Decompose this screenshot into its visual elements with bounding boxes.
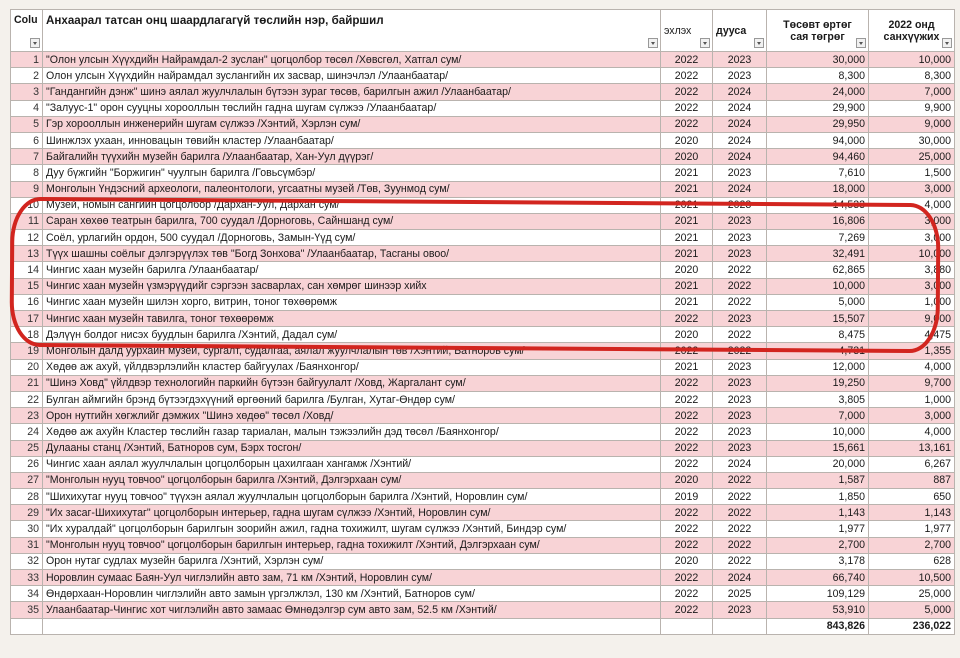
end-year-cell[interactable]: 2024	[713, 132, 767, 148]
fund-2022-cell[interactable]: 13,161	[869, 440, 955, 456]
end-year-cell[interactable]: 2022	[713, 343, 767, 359]
start-year-cell[interactable]: 2022	[661, 52, 713, 68]
row-index-cell[interactable]: 2	[11, 68, 43, 84]
row-index-cell[interactable]: 16	[11, 294, 43, 310]
filter-dropdown-icon[interactable]	[754, 38, 764, 48]
start-year-cell[interactable]: 2022	[661, 116, 713, 132]
filter-dropdown-icon[interactable]	[648, 38, 658, 48]
end-year-cell[interactable]: 2023	[713, 440, 767, 456]
fund-2022-cell[interactable]: 10,000	[869, 52, 955, 68]
start-year-cell[interactable]: 2020	[661, 132, 713, 148]
project-name-cell[interactable]: Орон нутаг судлах музейн барилга /Хэнтий, Хэрлэн сум/	[43, 553, 661, 569]
end-year-cell[interactable]: 2022	[713, 472, 767, 488]
table-row[interactable]	[11, 553, 955, 569]
project-name-cell[interactable]: Дуу бүжгийн "Боржигин" чуулгын барилга /Говьсүмбэр/	[43, 165, 661, 181]
start-year-cell[interactable]: 2022	[661, 375, 713, 391]
row-index-cell[interactable]: 6	[11, 132, 43, 148]
start-year-cell[interactable]: 2020	[661, 472, 713, 488]
row-index-cell[interactable]: 17	[11, 311, 43, 327]
row-index-cell[interactable]: 24	[11, 424, 43, 440]
end-year-cell[interactable]: 2023	[713, 602, 767, 618]
table-row[interactable]	[11, 327, 955, 343]
empty-cell[interactable]	[661, 618, 713, 634]
project-name-cell[interactable]: Дулааны станц /Хэнтий, Батноров сум, Бэрх тосгон/	[43, 440, 661, 456]
fund-2022-cell[interactable]: 3,000	[869, 408, 955, 424]
project-name-cell[interactable]: Монголын Үндэсний археологи, палеонтологи, угсаатны музей /Төв, Зуунмод сум/	[43, 181, 661, 197]
table-row[interactable]	[11, 278, 955, 294]
end-year-cell[interactable]: 2023	[713, 52, 767, 68]
table-row[interactable]	[11, 84, 955, 100]
row-index-cell[interactable]: 8	[11, 165, 43, 181]
project-name-cell[interactable]: Булган аймгийн брэнд бүтээгдэхүүний өргөөний барилга /Булган, Хутаг-Өндөр сум/	[43, 391, 661, 407]
total-fund-cell[interactable]: 236,022	[869, 618, 955, 634]
start-year-cell[interactable]: 2022	[661, 424, 713, 440]
row-index-cell[interactable]: 13	[11, 246, 43, 262]
project-name-cell[interactable]: Музей, номын сангийн цогцолбор /Дархан-Уул, Дархан сум/	[43, 197, 661, 213]
cost-cell[interactable]: 3,178	[767, 553, 869, 569]
end-year-cell[interactable]: 2023	[713, 165, 767, 181]
row-index-cell[interactable]: 29	[11, 505, 43, 521]
end-year-cell[interactable]: 2023	[713, 311, 767, 327]
table-row[interactable]	[11, 586, 955, 602]
project-name-cell[interactable]: "Шинэ Ховд" үйлдвэр технологийн паркийн бүтээн байгуулалт /Ховд, Жаргалант сум/	[43, 375, 661, 391]
fund-2022-cell[interactable]: 9,900	[869, 100, 955, 116]
table-row[interactable]	[11, 343, 955, 359]
start-year-cell[interactable]: 2022	[661, 68, 713, 84]
fund-2022-cell[interactable]: 1,355	[869, 343, 955, 359]
cost-cell[interactable]: 66,740	[767, 570, 869, 586]
start-year-cell[interactable]: 2022	[661, 391, 713, 407]
fund-2022-cell[interactable]: 4,000	[869, 197, 955, 213]
row-index-cell[interactable]: 20	[11, 359, 43, 375]
start-year-cell[interactable]: 2022	[661, 456, 713, 472]
table-row[interactable]	[11, 197, 955, 213]
start-year-cell[interactable]: 2020	[661, 262, 713, 278]
cost-cell[interactable]: 19,250	[767, 375, 869, 391]
project-name-cell[interactable]: "Их засаг-Шихихутаг" цогцолборын интерьер, гадна шугам сүлжээ /Хэнтий, Норовлин сум/	[43, 505, 661, 521]
start-year-cell[interactable]: 2022	[661, 100, 713, 116]
start-year-cell[interactable]: 2021	[661, 165, 713, 181]
header-row	[11, 10, 955, 52]
end-year-cell[interactable]: 2024	[713, 570, 767, 586]
end-year-cell[interactable]: 2022	[713, 553, 767, 569]
project-name-cell[interactable]: "Монголын нууц товчоо" цогцолборын барилгын интерьер, гадна тохижилт /Хэнтий, Дэлгэрхаан сум/	[43, 537, 661, 553]
start-year-cell[interactable]: 2022	[661, 408, 713, 424]
fund-2022-cell[interactable]: 4,000	[869, 359, 955, 375]
fund-2022-cell[interactable]: 1,000	[869, 391, 955, 407]
cost-cell[interactable]: 1,850	[767, 489, 869, 505]
end-year-cell[interactable]: 2025	[713, 586, 767, 602]
cost-cell[interactable]: 1,977	[767, 521, 869, 537]
fund-2022-cell[interactable]: 25,000	[869, 586, 955, 602]
end-year-cell[interactable]: 2023	[713, 197, 767, 213]
row-index-cell[interactable]: 31	[11, 537, 43, 553]
cost-cell[interactable]: 7,000	[767, 408, 869, 424]
table-row[interactable]	[11, 165, 955, 181]
row-index-cell[interactable]: 27	[11, 472, 43, 488]
table-row[interactable]	[11, 570, 955, 586]
fund-2022-cell[interactable]: 3,000	[869, 213, 955, 229]
fund-2022-cell[interactable]: 10,500	[869, 570, 955, 586]
row-index-cell[interactable]: 12	[11, 230, 43, 246]
cost-cell[interactable]: 1,143	[767, 505, 869, 521]
project-name-cell[interactable]: Өндөрхаан-Норовлин чиглэлийн авто замын үргэлжлэл, 130 км /Хэнтий, Батноров сум/	[43, 586, 661, 602]
table-row[interactable]	[11, 262, 955, 278]
fund-2022-cell[interactable]: 3,000	[869, 181, 955, 197]
row-index-cell[interactable]: 10	[11, 197, 43, 213]
row-index-cell[interactable]: 9	[11, 181, 43, 197]
end-year-cell[interactable]: 2023	[713, 213, 767, 229]
start-year-cell[interactable]: 2022	[661, 602, 713, 618]
fund-2022-cell[interactable]: 650	[869, 489, 955, 505]
project-name-cell[interactable]: Хөдөө аж ахуй, үйлдвэрлэлийн кластер байгуулах /Баянхонгор/	[43, 359, 661, 375]
row-index-cell[interactable]: 34	[11, 586, 43, 602]
end-year-cell[interactable]: 2024	[713, 149, 767, 165]
row-index-cell[interactable]: 35	[11, 602, 43, 618]
start-year-cell[interactable]: 2022	[661, 586, 713, 602]
fund-2022-cell[interactable]: 10,000	[869, 246, 955, 262]
cost-cell[interactable]: 4,731	[767, 343, 869, 359]
table-row[interactable]	[11, 440, 955, 456]
cost-cell[interactable]: 30,000	[767, 52, 869, 68]
cost-cell[interactable]: 94,000	[767, 132, 869, 148]
row-index-cell[interactable]: 15	[11, 278, 43, 294]
table-row[interactable]	[11, 521, 955, 537]
cost-cell[interactable]: 10,000	[767, 278, 869, 294]
start-year-cell[interactable]: 2020	[661, 149, 713, 165]
fund-2022-cell[interactable]: 30,000	[869, 132, 955, 148]
end-year-cell[interactable]: 2023	[713, 375, 767, 391]
totals-row	[11, 618, 955, 634]
start-year-cell[interactable]: 2022	[661, 537, 713, 553]
end-year-cell[interactable]: 2023	[713, 424, 767, 440]
fund-2022-cell[interactable]: 3,880	[869, 262, 955, 278]
start-year-cell[interactable]: 2021	[661, 213, 713, 229]
cost-cell[interactable]: 32,491	[767, 246, 869, 262]
table-row[interactable]	[11, 116, 955, 132]
table-row[interactable]	[11, 52, 955, 68]
project-name-cell[interactable]: Шинжлэх ухаан, инновацын төвийн кластер /Улаанбаатар/	[43, 132, 661, 148]
table-row[interactable]	[11, 311, 955, 327]
table-row[interactable]	[11, 149, 955, 165]
row-index-cell[interactable]: 19	[11, 343, 43, 359]
project-name-cell[interactable]: Хөдөө аж ахуйн Кластер төслийн газар тариалан, малын тэжээлийн дэд төсөл /Баянхонгор/	[43, 424, 661, 440]
project-name-cell[interactable]: Соёл, урлагийн ордон, 500 суудал /Дорноговь, Замын-Үүд сум/	[43, 230, 661, 246]
project-name-cell[interactable]: Чингис хаан музейн шилэн хорго, витрин, тоног төхөөрөмж	[43, 294, 661, 310]
end-year-cell[interactable]: 2022	[713, 327, 767, 343]
start-year-cell[interactable]: 2021	[661, 230, 713, 246]
start-year-cell[interactable]: 2022	[661, 521, 713, 537]
fund-2022-cell[interactable]: 628	[869, 553, 955, 569]
row-index-cell[interactable]: 4	[11, 100, 43, 116]
fund-2022-cell[interactable]: 9,000	[869, 116, 955, 132]
table-row[interactable]	[11, 489, 955, 505]
end-year-cell[interactable]: 2022	[713, 262, 767, 278]
cost-cell[interactable]: 16,806	[767, 213, 869, 229]
end-year-cell[interactable]: 2024	[713, 181, 767, 197]
fund-2022-cell[interactable]: 1,977	[869, 521, 955, 537]
project-name-cell[interactable]: Монголын далд уурхайн музей, сургалт, судалгаа, аялал жуулчлалын төв /Хэнтий, Батноров сум/	[43, 343, 661, 359]
project-name-cell[interactable]: "Олон улсын Хүүхдийн Найрамдал-2 зуслан" цогцолбор төсөл /Хөвсгөл, Хатгал сум/	[43, 52, 661, 68]
table-row[interactable]	[11, 391, 955, 407]
end-year-cell[interactable]: 2022	[713, 278, 767, 294]
header-name[interactable]: Анхаарал татсан онц шаардлагагүй төслийн нэр, байршил	[43, 10, 661, 52]
filter-dropdown-icon[interactable]	[856, 38, 866, 48]
start-year-cell[interactable]: 2022	[661, 343, 713, 359]
table-row[interactable]	[11, 359, 955, 375]
project-name-cell[interactable]: Гэр хорооллын инженерийн шугам сүлжээ /Хэнтий, Хэрлэн сум/	[43, 116, 661, 132]
cost-cell[interactable]: 29,950	[767, 116, 869, 132]
project-name-cell[interactable]: Чингис хаан музейн барилга /Улаанбаатар/	[43, 262, 661, 278]
row-index-cell[interactable]: 28	[11, 489, 43, 505]
empty-cell[interactable]	[713, 618, 767, 634]
filter-dropdown-icon[interactable]	[942, 38, 952, 48]
fund-2022-cell[interactable]: 1,500	[869, 165, 955, 181]
table-row[interactable]	[11, 68, 955, 84]
fund-2022-cell[interactable]: 2,700	[869, 537, 955, 553]
start-year-cell[interactable]: 2020	[661, 553, 713, 569]
project-name-cell[interactable]: "Монголын нууц товчоо" цогцолборын барилга /Хэнтий, Дэлгэрхаан сум/	[43, 472, 661, 488]
table-row[interactable]	[11, 100, 955, 116]
project-name-cell[interactable]: Саран хөхөө театрын барилга, 700 суудал /Дорноговь, Сайншанд сум/	[43, 213, 661, 229]
table-row[interactable]	[11, 132, 955, 148]
end-year-cell[interactable]: 2023	[713, 68, 767, 84]
cost-cell[interactable]: 29,900	[767, 100, 869, 116]
project-name-cell[interactable]: Олон улсын Хүүхдийн найрамдал зуслангийн их засвар, шинэчлэл /Улаанбаатар/	[43, 68, 661, 84]
cost-cell[interactable]: 5,000	[767, 294, 869, 310]
end-year-cell[interactable]: 2022	[713, 537, 767, 553]
filter-dropdown-icon[interactable]	[30, 38, 40, 48]
cost-cell[interactable]: 1,587	[767, 472, 869, 488]
row-index-cell[interactable]: 26	[11, 456, 43, 472]
start-year-cell[interactable]: 2020	[661, 327, 713, 343]
table-row[interactable]	[11, 230, 955, 246]
start-year-cell[interactable]: 2021	[661, 278, 713, 294]
end-year-cell[interactable]: 2023	[713, 391, 767, 407]
table-row[interactable]	[11, 537, 955, 553]
project-name-cell[interactable]: "Шихихутаг нууц товчоо" түүхэн аялал жуулчлалын цогцолборын барилга /Хэнтий, Норовлин сум/	[43, 489, 661, 505]
cost-cell[interactable]: 18,000	[767, 181, 869, 197]
cost-cell[interactable]: 3,805	[767, 391, 869, 407]
row-index-cell[interactable]: 5	[11, 116, 43, 132]
row-index-cell[interactable]: 22	[11, 391, 43, 407]
end-year-cell[interactable]: 2023	[713, 246, 767, 262]
end-year-cell[interactable]: 2024	[713, 116, 767, 132]
row-index-cell[interactable]: 1	[11, 52, 43, 68]
header-end[interactable]: дууса	[713, 10, 767, 52]
fund-2022-cell[interactable]: 1,143	[869, 505, 955, 521]
row-index-cell[interactable]: 18	[11, 327, 43, 343]
table-row[interactable]	[11, 424, 955, 440]
row-index-cell[interactable]: 23	[11, 408, 43, 424]
start-year-cell[interactable]: 2022	[661, 570, 713, 586]
filter-dropdown-icon[interactable]	[700, 38, 710, 48]
header-fund-2022[interactable]: 2022 онд санхүүжих	[869, 10, 955, 52]
fund-2022-cell[interactable]: 4,475	[869, 327, 955, 343]
row-index-cell[interactable]: 30	[11, 521, 43, 537]
table-row[interactable]	[11, 181, 955, 197]
end-year-cell[interactable]: 2022	[713, 505, 767, 521]
header-index[interactable]: Colu	[11, 10, 43, 52]
cost-cell[interactable]: 7,610	[767, 165, 869, 181]
project-name-cell[interactable]: Улаанбаатар-Чингис хот чиглэлийн авто замаас Өмнөдэлгэр сум авто зам, 52.5 км /Хэнтий/	[43, 602, 661, 618]
cost-cell[interactable]: 15,507	[767, 311, 869, 327]
spreadsheet-table	[10, 9, 955, 635]
end-year-cell[interactable]: 2024	[713, 100, 767, 116]
project-name-cell[interactable]: Норовлин сумаас Баян-Уул чиглэлийн авто зам, 71 км /Хэнтий, Норовлин сум/	[43, 570, 661, 586]
total-cost-cell[interactable]: 843,826	[767, 618, 869, 634]
end-year-cell[interactable]: 2024	[713, 84, 767, 100]
table-row[interactable]	[11, 505, 955, 521]
row-index-cell[interactable]: 3	[11, 84, 43, 100]
row-index-cell[interactable]: 7	[11, 149, 43, 165]
cost-cell[interactable]: 14,533	[767, 197, 869, 213]
start-year-cell[interactable]: 2022	[661, 505, 713, 521]
cost-cell[interactable]: 7,269	[767, 230, 869, 246]
row-index-cell[interactable]: 14	[11, 262, 43, 278]
cost-cell[interactable]: 53,910	[767, 602, 869, 618]
start-year-cell[interactable]: 2021	[661, 181, 713, 197]
fund-2022-cell[interactable]: 7,000	[869, 84, 955, 100]
table-row[interactable]	[11, 294, 955, 310]
project-name-cell[interactable]: "Гандангийн дэнж" шинэ аялал жуулчлалын бүтээн зураг төсөв, барилгын ажил /Улаанбаатар/	[43, 84, 661, 100]
start-year-cell[interactable]: 2022	[661, 440, 713, 456]
end-year-cell[interactable]: 2023	[713, 230, 767, 246]
fund-2022-cell[interactable]: 887	[869, 472, 955, 488]
fund-2022-cell[interactable]: 3,000	[869, 278, 955, 294]
cost-cell[interactable]: 10,000	[767, 424, 869, 440]
end-year-cell[interactable]: 2022	[713, 489, 767, 505]
fund-2022-cell[interactable]: 5,000	[869, 602, 955, 618]
row-index-cell[interactable]: 25	[11, 440, 43, 456]
table-row[interactable]	[11, 456, 955, 472]
project-name-cell[interactable]: "Их хуралдай" цогцолборын барилгын зоорийн ажил, гадна тохижилт, шугам сүлжээ /Хэнтий, Биндэр сум/	[43, 521, 661, 537]
table-body	[11, 52, 955, 635]
cost-cell[interactable]: 8,475	[767, 327, 869, 343]
project-name-cell[interactable]: Түүх шашны соёлыг дэлгэрүүлэх төв "Богд Зонхова" /Улаанбаатар, Тасганы овоо/	[43, 246, 661, 262]
start-year-cell[interactable]: 2021	[661, 294, 713, 310]
row-index-cell[interactable]: 11	[11, 213, 43, 229]
start-year-cell[interactable]: 2019	[661, 489, 713, 505]
table-row[interactable]	[11, 375, 955, 391]
fund-2022-cell[interactable]: 1,000	[869, 294, 955, 310]
project-name-cell[interactable]: Чингис хаан музейн үзмэрүүдийг сэргээн засварлах, сан хөмрөг шинээр хийх	[43, 278, 661, 294]
end-year-cell[interactable]: 2022	[713, 294, 767, 310]
cost-cell[interactable]: 15,661	[767, 440, 869, 456]
fund-2022-cell[interactable]: 25,000	[869, 149, 955, 165]
table-row[interactable]	[11, 246, 955, 262]
end-year-cell[interactable]: 2024	[713, 456, 767, 472]
end-year-cell[interactable]: 2022	[713, 521, 767, 537]
table-row[interactable]	[11, 408, 955, 424]
fund-2022-cell[interactable]: 9,700	[869, 375, 955, 391]
cost-cell[interactable]: 109,129	[767, 586, 869, 602]
cost-cell[interactable]: 24,000	[767, 84, 869, 100]
project-name-cell[interactable]: Байгалийн түүхийн музейн барилга /Улаанбаатар, Хан-Уул дүүрэг/	[43, 149, 661, 165]
project-name-cell[interactable]: Чингис хаан аялал жуулчлалын цогцолборын цахилгаан хангамж /Хэнтий/	[43, 456, 661, 472]
project-name-cell[interactable]: Орон нутгийн хөгжлийг дэмжих "Шинэ хөдөө" төсөл /Ховд/	[43, 408, 661, 424]
row-index-cell[interactable]: 33	[11, 570, 43, 586]
cost-cell[interactable]: 12,000	[767, 359, 869, 375]
table-row[interactable]	[11, 472, 955, 488]
table-row[interactable]	[11, 602, 955, 618]
header-start[interactable]: эхлэх	[661, 10, 713, 52]
header-cost[interactable]: Төсөвт өртөг сая төгрөг	[767, 10, 869, 52]
fund-2022-cell[interactable]: 6,267	[869, 456, 955, 472]
start-year-cell[interactable]: 2021	[661, 197, 713, 213]
end-year-cell[interactable]: 2023	[713, 359, 767, 375]
fund-2022-cell[interactable]: 8,300	[869, 68, 955, 84]
table-row[interactable]	[11, 213, 955, 229]
project-name-cell[interactable]: "Залуус-1" орон сууцны хорооллын төслийн гадна шугам сүлжээ /Улаанбаатар/	[43, 100, 661, 116]
empty-cell[interactable]	[43, 618, 661, 634]
row-index-cell[interactable]: 32	[11, 553, 43, 569]
cost-cell[interactable]: 94,460	[767, 149, 869, 165]
start-year-cell[interactable]: 2021	[661, 246, 713, 262]
fund-2022-cell[interactable]: 3,000	[869, 230, 955, 246]
cost-cell[interactable]: 2,700	[767, 537, 869, 553]
row-index-cell[interactable]: 21	[11, 375, 43, 391]
start-year-cell[interactable]: 2022	[661, 84, 713, 100]
start-year-cell[interactable]: 2021	[661, 359, 713, 375]
empty-cell[interactable]	[11, 618, 43, 634]
fund-2022-cell[interactable]: 9,000	[869, 311, 955, 327]
project-name-cell[interactable]: Дэлүүн болдог нисэх буудлын барилга /Хэнтий, Дадал сум/	[43, 327, 661, 343]
cost-cell[interactable]: 62,865	[767, 262, 869, 278]
cost-cell[interactable]: 8,300	[767, 68, 869, 84]
fund-2022-cell[interactable]: 4,000	[869, 424, 955, 440]
end-year-cell[interactable]: 2023	[713, 408, 767, 424]
cost-cell[interactable]: 20,000	[767, 456, 869, 472]
project-name-cell[interactable]: Чингис хаан музейн тавилга, тоног төхөөрөмж	[43, 311, 661, 327]
start-year-cell[interactable]: 2022	[661, 311, 713, 327]
